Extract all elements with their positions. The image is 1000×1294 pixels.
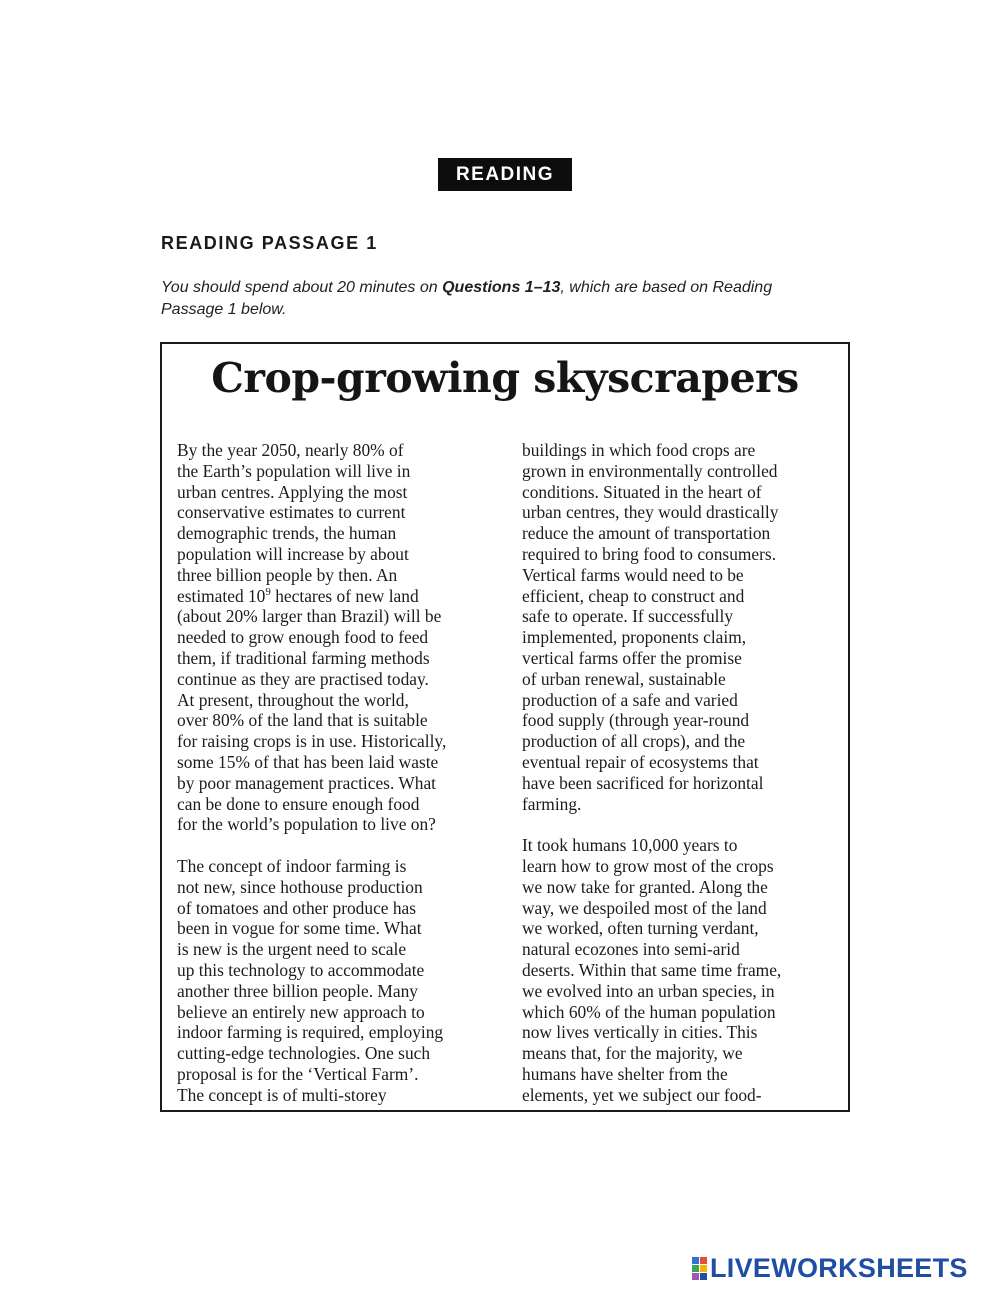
paragraph-line: of urban renewal, sustainable <box>522 668 726 689</box>
paragraph-line: conditions. Situated in the heart of <box>522 481 762 502</box>
paragraph-line: The concept is of multi-storey <box>177 1084 387 1105</box>
paragraph-line: urban centres, they would drastically <box>522 502 779 523</box>
paragraph-line: natural ecozones into semi-arid <box>522 939 740 960</box>
paragraph-line: demographic trends, the human <box>177 523 397 544</box>
article-left-column <box>177 440 507 1106</box>
paragraph-line: the Earth’s population will live in <box>177 460 411 481</box>
paragraph-line: needed to grow enough food to feed <box>177 627 429 648</box>
logo-square <box>692 1273 699 1280</box>
logo-square <box>692 1257 699 1264</box>
paragraph-line: implemented, proponents claim, <box>522 627 747 648</box>
paragraph-line <box>177 586 507 607</box>
section-badge <box>438 158 572 191</box>
paragraph-line: proposal is for the ‘Vertical Farm’. <box>177 1063 419 1084</box>
exponent: 9 <box>265 585 271 598</box>
paragraph-line: At present, throughout the world, <box>177 689 409 710</box>
paragraph-line: is new is the urgent need to scale <box>177 939 407 960</box>
paragraph-line: some 15% of that has been laid waste <box>177 751 439 772</box>
paragraph-line: three billion people by then. An <box>177 564 398 585</box>
paragraph-line: urban centres. Applying the most <box>177 481 408 502</box>
paragraph-line: eventual repair of ecosystems that <box>522 751 759 772</box>
paragraph-line: production of a safe and varied <box>522 689 738 710</box>
paragraph-line: cutting-edge technologies. One such <box>177 1043 431 1064</box>
paragraph-line: means that, for the majority, we <box>522 1043 743 1064</box>
paragraph-line: The concept of indoor farming is <box>177 855 407 876</box>
paragraph-line: production of all crops), and the <box>522 731 746 752</box>
paragraph-line: we worked, often turning verdant, <box>522 918 759 939</box>
paragraph-line: food supply (through year-round <box>522 710 750 731</box>
instructions-line2: Passage 1 below. <box>161 301 287 318</box>
paragraph-line: up this technology to accommodate <box>177 959 425 980</box>
paragraph-line: grown in environmentally controlled <box>522 460 778 481</box>
instructions-questions: Questions 1–13 <box>442 279 561 296</box>
paragraph-line: been in vogue for some time. What <box>177 918 422 939</box>
paragraph-line: It took humans 10,000 years to <box>522 835 738 856</box>
paragraph-line: can be done to ensure enough food <box>177 793 420 814</box>
paragraph-line: (about 20% larger than Brazil) will be <box>177 606 442 627</box>
paragraph-line: way, we despoiled most of the land <box>522 897 767 918</box>
right-paragraph-2 <box>522 835 842 1105</box>
paragraph-line: efficient, cheap to construct and <box>522 585 745 606</box>
paragraph-line: another three billion people. Many <box>177 980 418 1001</box>
paragraph-line: required to bring food to consumers. <box>522 543 777 564</box>
paragraph-line: safe to operate. If successfully <box>522 606 734 627</box>
paragraph-line: Vertical farms would need to be <box>522 564 744 585</box>
paragraph-line: farming. <box>522 793 582 814</box>
left-paragraph-1-rest <box>177 606 507 835</box>
left-paragraph-1 <box>177 440 507 586</box>
right-paragraph-1 <box>522 440 842 814</box>
article-box <box>160 342 850 1112</box>
passage-heading: READING PASSAGE 1 <box>161 233 378 253</box>
paragraph-line: By the year 2050, nearly 80% of <box>177 440 404 460</box>
paragraph-line: for the world’s population to live on? <box>177 814 436 835</box>
paragraph-line: vertical farms offer the promise <box>522 647 742 668</box>
paragraph-line: humans have shelter from the <box>522 1063 728 1084</box>
liveworksheets-logo <box>692 1253 968 1284</box>
paragraph-line: we evolved into an urban species, in <box>522 980 775 1001</box>
exp-prefix: estimated 10 <box>177 585 266 606</box>
paragraph-line: not new, since hothouse production <box>177 876 423 897</box>
logo-square <box>700 1257 707 1264</box>
paragraph-line: conservative estimates to current <box>177 502 406 523</box>
paragraph-line: by poor management practices. What <box>177 772 436 793</box>
paragraph-line: now lives vertically in cities. This <box>522 1022 758 1043</box>
exp-suffix: hectares of new land <box>270 585 419 606</box>
paragraph-line: we now take for granted. Along the <box>522 876 768 897</box>
logo-square <box>700 1273 707 1280</box>
paragraph-line: elements, yet we subject our food- <box>522 1084 762 1105</box>
paragraph-line: population will increase by about <box>177 543 409 564</box>
paragraph-line: deserts. Within that same time frame, <box>522 959 782 980</box>
paragraph-line: continue as they are practised today. <box>177 668 429 689</box>
article-right-column <box>522 440 842 1106</box>
liveworksheets-brand: LIVEWORKSHEETS <box>710 1253 968 1283</box>
paragraph-line: indoor farming is required, employing <box>177 1022 444 1043</box>
paragraph-line: believe an entirely new approach to <box>177 1001 425 1022</box>
paragraph-line: learn how to grow most of the crops <box>522 855 774 876</box>
section-badge-label: READING <box>455 163 555 185</box>
logo-square <box>692 1265 699 1272</box>
instructions <box>161 277 851 321</box>
paragraph-line: over 80% of the land that is suitable <box>177 710 428 731</box>
paragraph-line: of tomatoes and other produce has <box>177 897 417 918</box>
instructions-prefix: You should spend about 20 minutes on <box>161 279 443 296</box>
paragraph-line: have been sacrificed for horizontal <box>522 772 764 793</box>
paragraph-line: for raising crops is in use. Historically, <box>177 731 447 752</box>
paragraph-line: buildings in which food crops are <box>522 440 756 460</box>
paragraph-line: reduce the amount of transportation <box>522 523 771 544</box>
paragraph-line: which 60% of the human population <box>522 1001 776 1022</box>
article-title: Crop-growing skyscrapers <box>211 354 799 402</box>
left-paragraph-2 <box>177 856 507 1106</box>
liveworksheets-logo-icon <box>692 1257 707 1280</box>
paragraph-line: them, if traditional farming methods <box>177 647 430 668</box>
instructions-suffix: , which are based on Reading <box>560 279 773 296</box>
logo-square <box>700 1265 707 1272</box>
